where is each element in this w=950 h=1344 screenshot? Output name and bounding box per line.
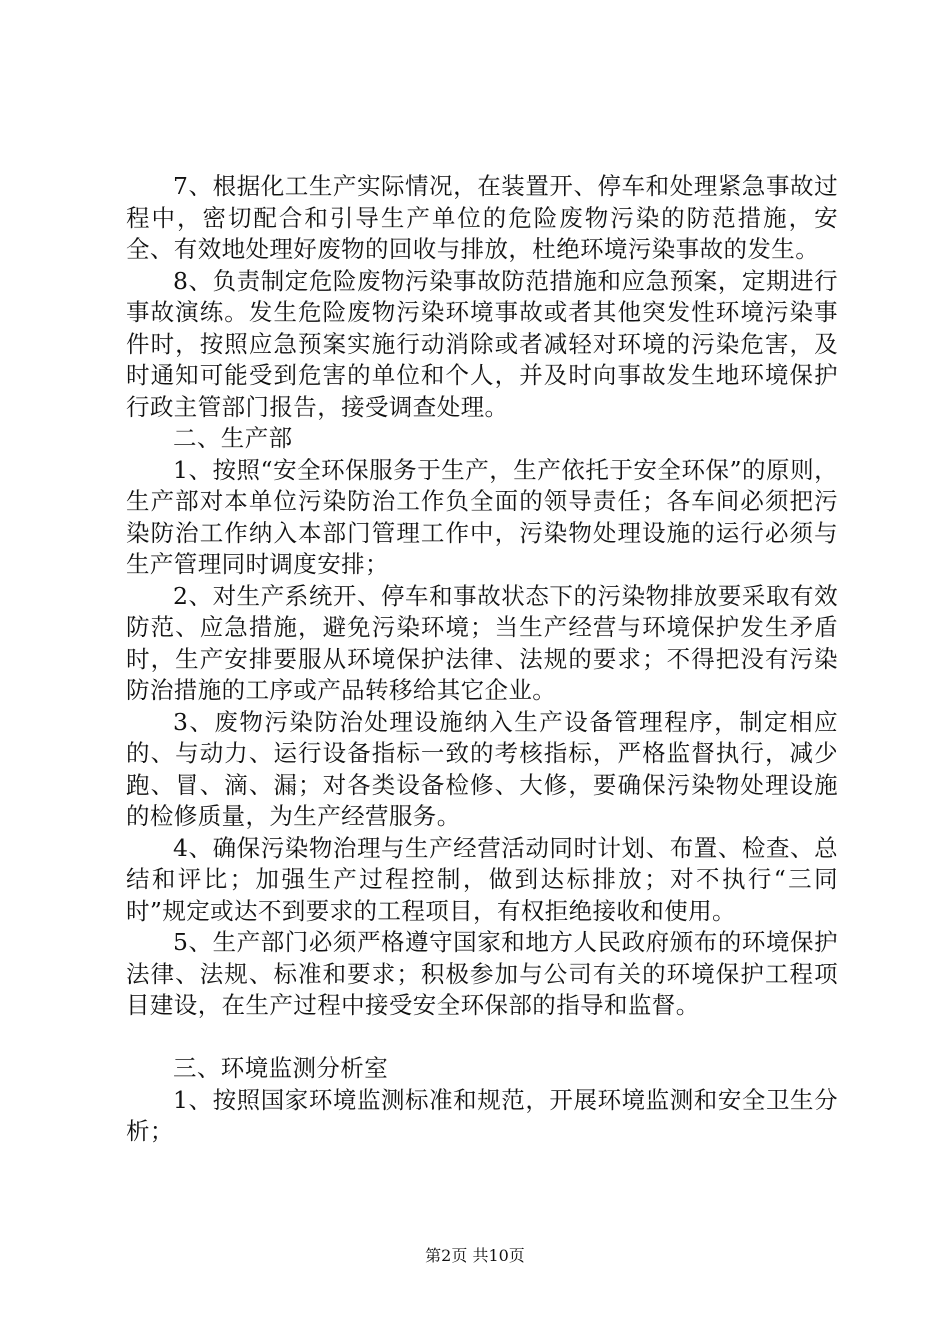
paragraph-item-7: 7、根据化工生产实际情况，在装置开、停车和处理紧急事故过程中，密切配合和引导生产单位的危险废物污染的防范措施，安全、有效地处理好废物的回收与排放，杜绝环境污染事故的发生。 <box>126 172 838 263</box>
paragraph-production-4: 4、确保污染物治理与生产经营活动同时计划、布置、检查、总结和评比；加强生产过程控制，做到达标排放；对不执行“三同时”规定或达不到要求的工程项目，有权拒绝接收和使用。 <box>126 833 838 925</box>
document-body <box>126 171 838 1148</box>
paragraph-production-3: 3、废物污染防治处理设施纳入生产设备管理程序，制定相应的、与动力、运行设备指标一致的考核指标，严格监督执行，减少跑、冒、滴、漏；对各类设备检修、大修，要确保污染物处理设施的检修质量，为生产经营服务。 <box>126 707 838 830</box>
section-heading-monitoring: 三、环境监测分析室 <box>173 1054 389 1082</box>
section-heading-production: 二、生产部 <box>173 424 293 452</box>
paragraph-production-5: 5、生产部门必须严格遵守国家和地方人民政府颁布的环境保护法律、法规、标准和要求；积极参加与公司有关的环境保护工程项目建设，在生产过程中接受安全环保部的指导和监督。 <box>126 928 838 1019</box>
paragraph-production-2: 2、对生产系统开、停车和事故状态下的污染物排放要采取有效防范、应急措施，避免污染环境；当生产经营与环境保护发生矛盾时，生产安排要服从环境保护法律、法规的要求；不得把没有污染防治措施的工序或产品转移给其它企业。 <box>126 581 838 704</box>
paragraph-spacer <box>126 1022 838 1054</box>
paragraph-item-8: 8、负责制定危险废物污染事故防范措施和应急预案，定期进行事故演练。发生危险废物污染环境事故或者其他突发性环境污染事件时，按照应急预案实施行动消除或者减轻对环境的污染危害，及时通知可能受到危害的单位和个人，并及时向事故发生地环境保护行政主管部门报告，接受调查处理。 <box>126 266 838 421</box>
page-number-footer: 第2页 共10页 <box>425 1246 525 1265</box>
paragraph-monitoring-1: 1、按照国家环境监测标准和规范，开展环境监测和安全卫生分析； <box>126 1085 838 1145</box>
paragraph-production-1: 1、按照“安全环保服务于生产，生产依托于安全环保”的原则，生产部对本单位污染防治工作负全面的领导责任；各车间必须把污染防治工作纳入本部门管理工作中，污染物处理设施的运行必须与生产管理同时调度安排； <box>126 455 838 578</box>
